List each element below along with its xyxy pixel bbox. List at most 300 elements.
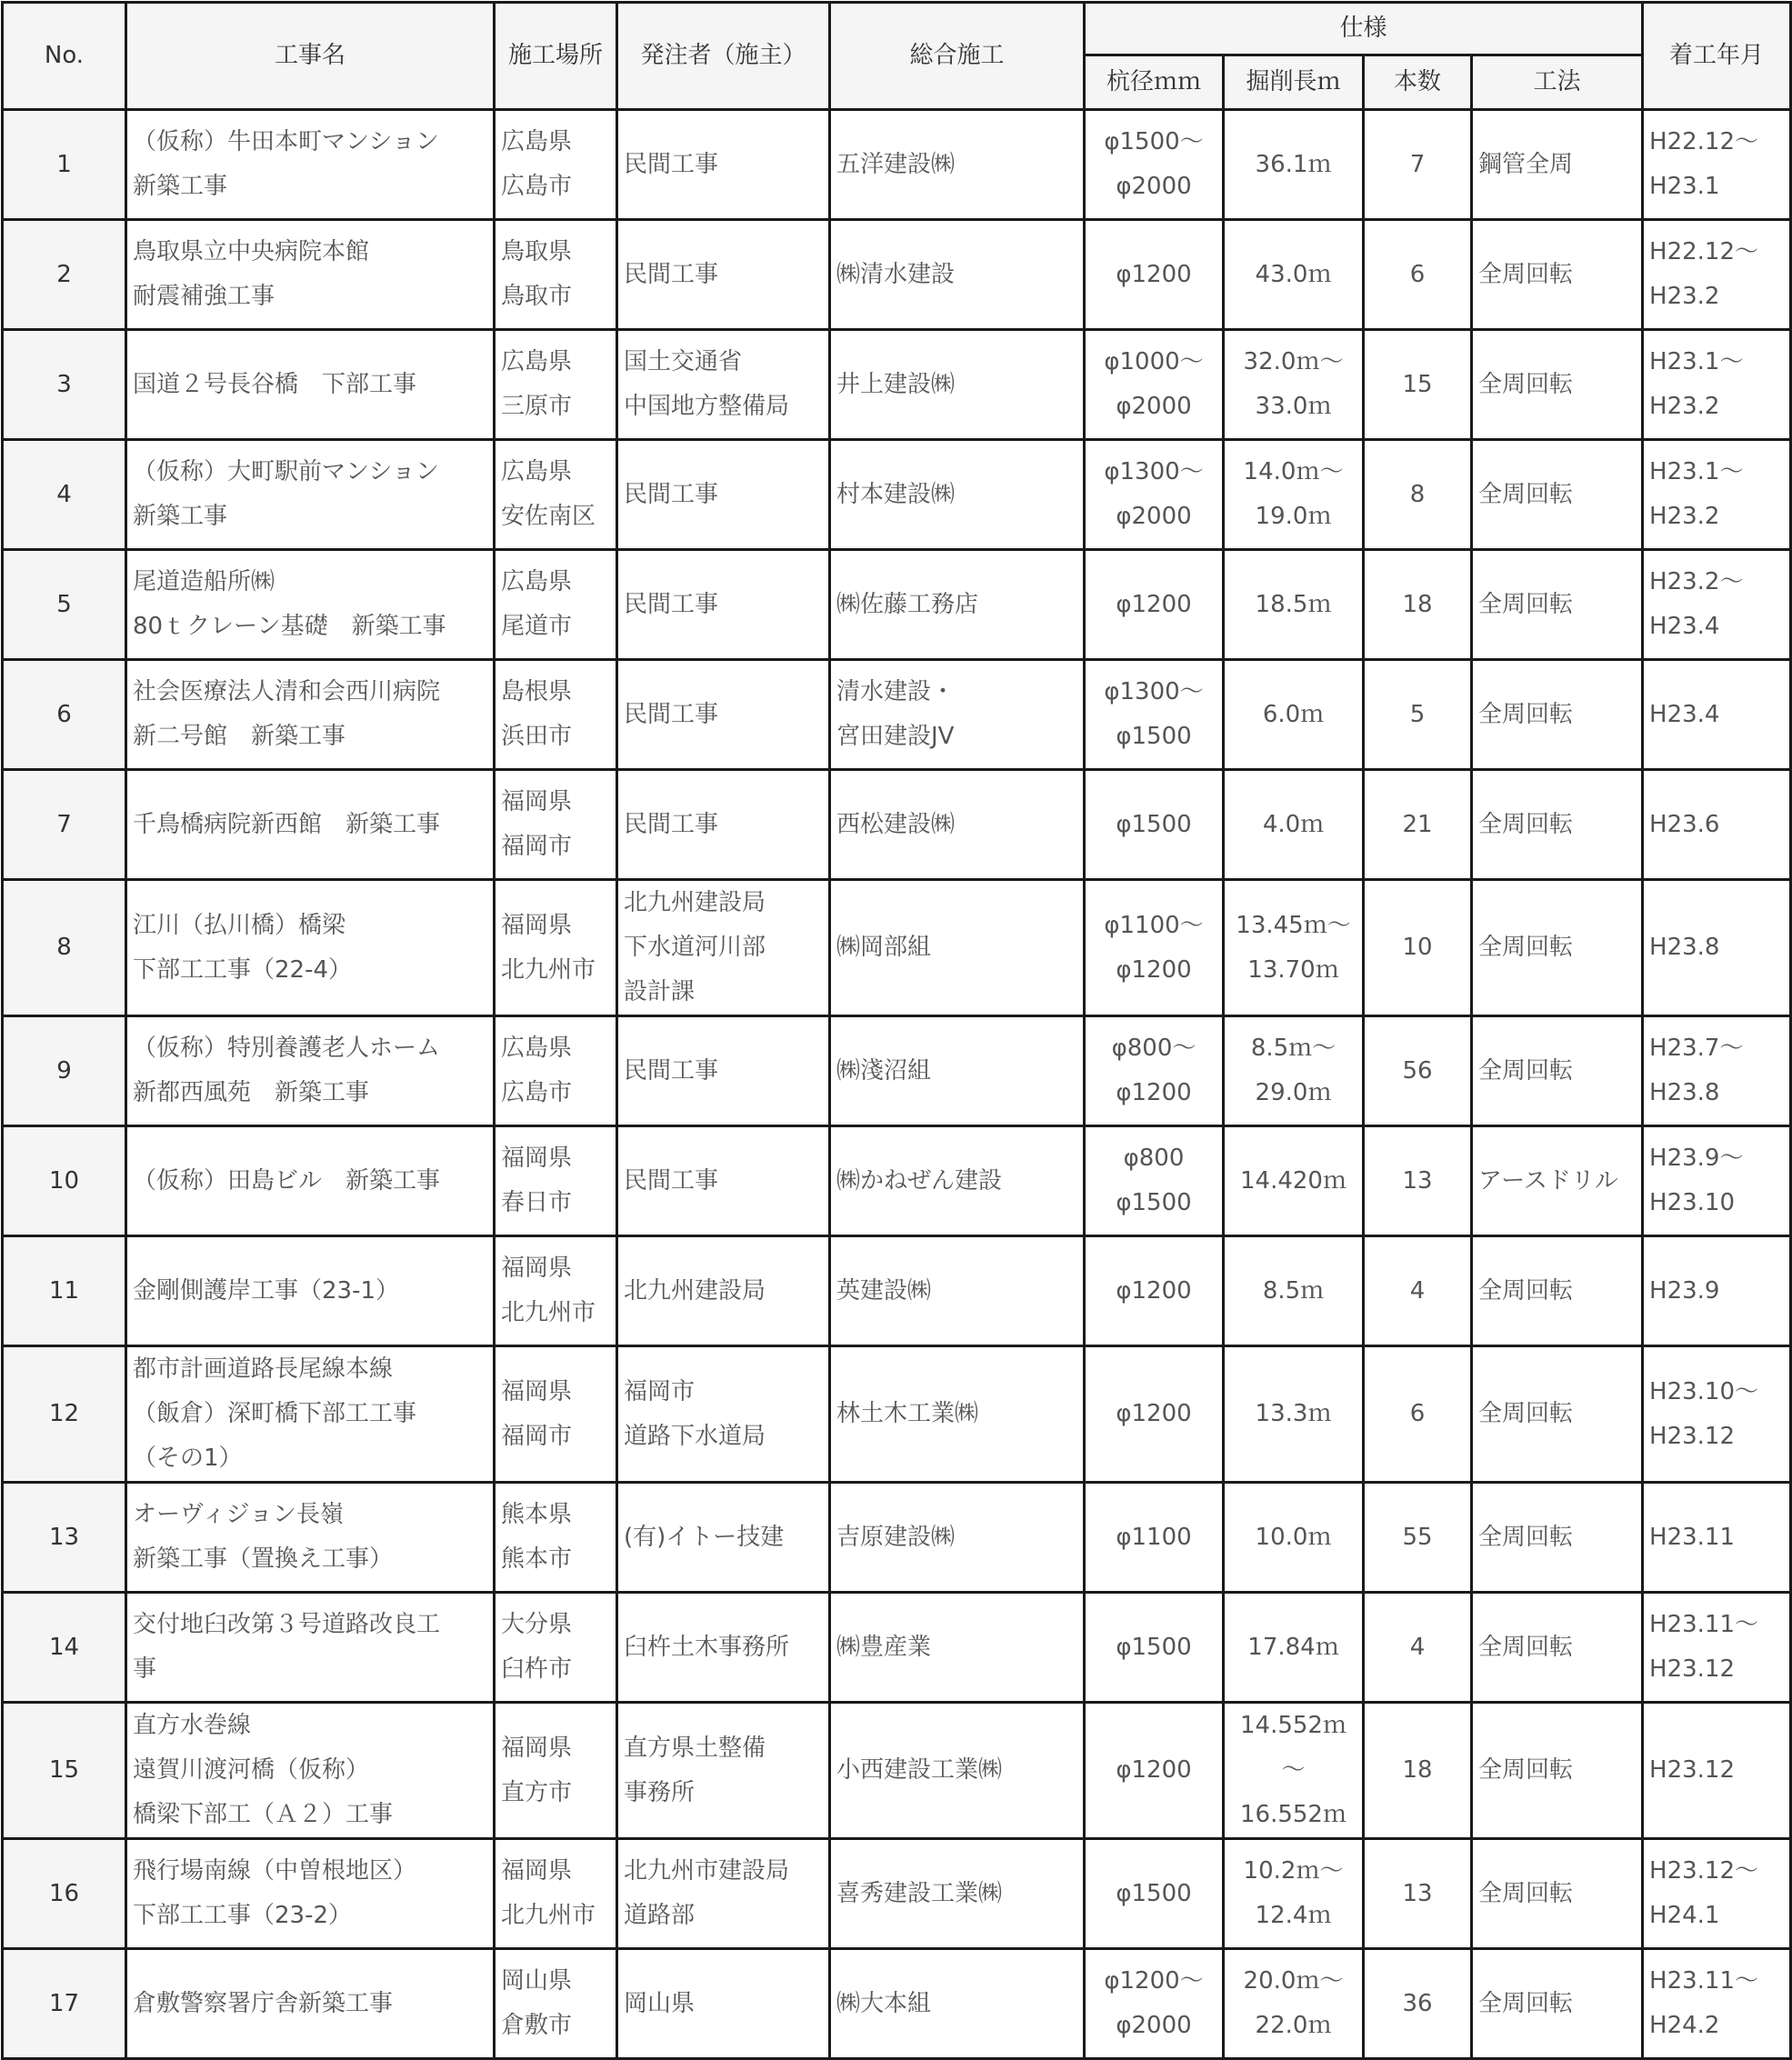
cell-count: 55	[1364, 1483, 1472, 1593]
cell-start-line: H23.11～	[1649, 1611, 1758, 1638]
cell-length-line: 8.5ｍ	[1262, 1276, 1325, 1305]
cell-diameter-line: φ1200	[1116, 955, 1192, 984]
cell-client-line: 北九州建設局	[624, 889, 766, 916]
cell-diameter-line: φ1200	[1116, 1400, 1192, 1427]
cell-start-line: H23.4	[1649, 613, 1720, 640]
cell-client-line: 民間工事	[624, 700, 719, 728]
cell-start-line: H23.9	[1649, 1276, 1720, 1305]
cell-start	[1643, 550, 1791, 660]
cell-client-line: 民間工事	[624, 150, 719, 178]
cell-method: アースドリル	[1472, 1126, 1643, 1236]
cell-method: 全周回転	[1472, 1346, 1643, 1483]
table-row	[3, 1593, 1791, 1703]
cell-no: 11	[3, 1236, 126, 1346]
cell-place-line: 福岡市	[501, 1422, 573, 1450]
cell-name-line: 江川（払川橋）橋梁	[133, 911, 346, 939]
cell-client-line: 道路下水道局	[624, 1422, 766, 1450]
cell-start-line: H22.12～	[1649, 238, 1758, 265]
cell-no: 12	[3, 1346, 126, 1483]
cell-place-line: 熊本県	[501, 1501, 573, 1528]
cell-length-line: 22.0ｍ	[1255, 2012, 1332, 2039]
cell-client-line: 臼杵土木事務所	[624, 1633, 790, 1661]
cell-diameter-line: φ1200	[1116, 590, 1192, 618]
cell-method: 全周回転	[1472, 1593, 1643, 1703]
cell-place	[495, 1346, 617, 1483]
cell-start-line: H23.10～	[1649, 1377, 1758, 1405]
cell-name-line: 新二号館 新築工事	[133, 723, 346, 750]
table-header	[3, 3, 1791, 110]
cell-place-line: 北九州市	[501, 1299, 596, 1326]
cell-name-line: （仮称）田島ビル 新築工事	[133, 1166, 441, 1195]
header-length: 掘削長ｍ	[1224, 55, 1364, 110]
cell-client	[617, 660, 830, 770]
cell-client	[617, 110, 830, 220]
cell-place-line: 広島県	[501, 1035, 573, 1062]
cell-client-line: 中国地方整備局	[624, 393, 790, 420]
cell-start-line: H23.12	[1649, 1422, 1735, 1450]
cell-no: 6	[3, 660, 126, 770]
cell-place	[495, 1236, 617, 1346]
cell-length	[1224, 1346, 1364, 1483]
cell-start-line: H23.11～	[1649, 1967, 1758, 1995]
cell-name-line: （仮称）大町駅前マンション	[133, 458, 439, 485]
cell-length-line: 10.2ｍ～	[1243, 1857, 1344, 1885]
cell-place-line: 鳥取市	[501, 283, 573, 310]
cell-count: 13	[1364, 1839, 1472, 1949]
construction-records-table	[1, 1, 1792, 2060]
cell-diameter-line: φ2000	[1116, 393, 1192, 420]
header-spec: 仕様	[1085, 3, 1643, 55]
cell-client-line: 国土交通省	[624, 348, 743, 375]
cell-count: 8	[1364, 440, 1472, 550]
cell-place	[495, 1839, 617, 1949]
cell-client-line: 民間工事	[624, 1166, 719, 1195]
cell-length-line: 43.0ｍ	[1255, 260, 1332, 288]
cell-place-line: 三原市	[501, 393, 573, 420]
cell-start	[1643, 1483, 1791, 1593]
cell-start	[1643, 880, 1791, 1016]
cell-diameter-line: φ1500	[1116, 723, 1192, 750]
cell-start	[1643, 1126, 1791, 1236]
cell-length-line: 20.0ｍ～	[1243, 1967, 1344, 1995]
cell-length	[1224, 110, 1364, 220]
cell-name	[126, 1703, 495, 1839]
cell-name-line: （飯倉）深町橋下部工工事	[133, 1400, 417, 1427]
cell-no: 7	[3, 770, 126, 880]
cell-name	[126, 770, 495, 880]
cell-start-line: H23.2	[1649, 283, 1720, 310]
table-row	[3, 880, 1791, 1016]
cell-no: 2	[3, 220, 126, 330]
cell-count: 7	[1364, 110, 1472, 220]
cell-contractor	[830, 1483, 1085, 1593]
cell-client	[617, 550, 830, 660]
cell-name-line: 千鳥橋病院新西館 新築工事	[133, 810, 441, 838]
cell-client-line: 下水道河川部	[624, 934, 766, 961]
cell-client	[617, 1236, 830, 1346]
cell-count: 15	[1364, 330, 1472, 440]
cell-place-line: 福岡県	[501, 1377, 573, 1405]
table-row	[3, 440, 1791, 550]
cell-count: 56	[1364, 1016, 1472, 1126]
cell-diameter-line: φ1200～	[1104, 1967, 1204, 1995]
cell-length-line: 29.0ｍ	[1255, 1079, 1332, 1106]
cell-place	[495, 110, 617, 220]
cell-client-line: 民間工事	[624, 1056, 719, 1085]
cell-client	[617, 1703, 830, 1839]
cell-name	[126, 550, 495, 660]
table-row	[3, 1703, 1791, 1839]
cell-method: 全周回転	[1472, 440, 1643, 550]
cell-length	[1224, 1016, 1364, 1126]
cell-name-line: 遠賀川渡河橋（仮称）	[133, 1756, 370, 1784]
cell-contractor	[830, 1703, 1085, 1839]
cell-contractor-line: 英建設㈱	[836, 1276, 932, 1305]
table-row	[3, 220, 1791, 330]
cell-length-line: 17.84ｍ	[1247, 1633, 1339, 1661]
cell-method: 全周回転	[1472, 660, 1643, 770]
cell-name-line: 金剛側護岸工事（23-1）	[133, 1276, 400, 1305]
cell-method: 全周回転	[1472, 1703, 1643, 1839]
cell-contractor-line: 小西建設工業㈱	[836, 1756, 1003, 1784]
cell-place-line: 広島県	[501, 568, 573, 595]
table-row	[3, 550, 1791, 660]
cell-count: 4	[1364, 1593, 1472, 1703]
cell-count: 6	[1364, 220, 1472, 330]
cell-diameter	[1085, 1949, 1224, 2059]
cell-method: 全周回転	[1472, 550, 1643, 660]
cell-place	[495, 1483, 617, 1593]
header-count: 本数	[1364, 55, 1472, 110]
cell-client	[617, 220, 830, 330]
cell-place	[495, 770, 617, 880]
cell-start-line: H23.8	[1649, 934, 1720, 961]
cell-method: 全周回転	[1472, 1949, 1643, 2059]
cell-method: 全周回転	[1472, 1236, 1643, 1346]
cell-name-line: 交付地臼改第３号道路改良工	[133, 1611, 441, 1638]
cell-method: 全周回転	[1472, 330, 1643, 440]
cell-contractor-line: 西松建設㈱	[836, 810, 956, 838]
cell-diameter-line: φ1500	[1116, 1633, 1192, 1661]
cell-contractor-line: ㈱豊産業	[836, 1633, 932, 1661]
cell-no: 15	[3, 1703, 126, 1839]
cell-place-line: 北九州市	[501, 955, 596, 984]
cell-no: 13	[3, 1483, 126, 1593]
cell-length-line: 33.0ｍ	[1255, 393, 1332, 420]
cell-start-line: H23.12～	[1649, 1857, 1758, 1885]
cell-name-line: オーヴィジョン長嶺	[133, 1501, 344, 1528]
cell-name-line: （その1）	[133, 1445, 243, 1472]
cell-diameter	[1085, 440, 1224, 550]
cell-diameter-line: φ1300～	[1104, 678, 1204, 705]
cell-contractor-line: 宮田建設JV	[836, 723, 955, 750]
cell-diameter-line: φ1500～	[1104, 128, 1204, 155]
cell-diameter	[1085, 1126, 1224, 1236]
header-name: 工事名	[126, 3, 495, 110]
cell-client-line: 事務所	[624, 1778, 696, 1806]
cell-length	[1224, 880, 1364, 1016]
cell-count: 18	[1364, 1703, 1472, 1839]
cell-name	[126, 110, 495, 220]
cell-length-line: 16.552ｍ	[1240, 1801, 1347, 1828]
cell-client-line: 民間工事	[624, 590, 719, 618]
cell-place-line: 島根県	[501, 678, 573, 705]
cell-place-line: 広島県	[501, 348, 573, 375]
cell-diameter	[1085, 220, 1224, 330]
cell-start	[1643, 1703, 1791, 1839]
cell-contractor	[830, 1949, 1085, 2059]
cell-start-line: H23.2	[1649, 393, 1720, 420]
cell-start-line: H23.2	[1649, 503, 1720, 530]
cell-contractor	[830, 1593, 1085, 1703]
cell-place	[495, 220, 617, 330]
cell-place	[495, 1593, 617, 1703]
cell-length	[1224, 440, 1364, 550]
cell-place	[495, 660, 617, 770]
cell-place-line: 鳥取県	[501, 238, 573, 265]
cell-diameter-line: φ1200	[1116, 1276, 1192, 1305]
cell-name-line: 新築工事	[133, 503, 228, 530]
cell-place-line: 直方市	[501, 1778, 573, 1806]
cell-diameter-line: φ800～	[1111, 1035, 1196, 1062]
cell-contractor-line: ㈱岡部組	[836, 934, 932, 961]
cell-diameter	[1085, 660, 1224, 770]
cell-start	[1643, 770, 1791, 880]
cell-length	[1224, 1703, 1364, 1839]
cell-diameter-line: φ1500	[1116, 810, 1192, 838]
cell-length-line: 13.45ｍ～	[1236, 911, 1351, 939]
cell-method: 全周回転	[1472, 880, 1643, 1016]
cell-start-line: H23.1～	[1649, 458, 1744, 485]
cell-start-line: H23.10	[1649, 1189, 1735, 1216]
cell-client-line: (有)イトー技建	[624, 1523, 785, 1551]
cell-start-line: H23.4	[1649, 700, 1720, 728]
cell-start	[1643, 1839, 1791, 1949]
cell-no: 17	[3, 1949, 126, 2059]
cell-name	[126, 1016, 495, 1126]
cell-length	[1224, 1483, 1364, 1593]
cell-place	[495, 550, 617, 660]
cell-length-line: 36.1ｍ	[1255, 150, 1332, 178]
cell-start-line: H23.7～	[1649, 1035, 1744, 1062]
cell-start	[1643, 330, 1791, 440]
cell-name	[126, 1126, 495, 1236]
cell-diameter	[1085, 770, 1224, 880]
header-start: 着工年月	[1643, 3, 1791, 110]
cell-length	[1224, 1949, 1364, 2059]
header-contractor: 総合施工	[830, 3, 1085, 110]
cell-name-line: 尾道造船所㈱	[133, 568, 275, 595]
cell-client-line: 民間工事	[624, 260, 719, 288]
cell-method: 鋼管全周	[1472, 110, 1643, 220]
header-place: 施工場所	[495, 3, 617, 110]
cell-client-line: 岡山県	[624, 1989, 696, 2017]
cell-length-line: ～	[1281, 1756, 1306, 1784]
cell-count: 4	[1364, 1236, 1472, 1346]
table-row	[3, 1126, 1791, 1236]
cell-start	[1643, 660, 1791, 770]
cell-name-line: 下部工工事（22-4）	[133, 955, 353, 984]
cell-place-line: 北九州市	[501, 1902, 596, 1929]
cell-diameter-line: φ1500	[1116, 1189, 1192, 1216]
cell-start-line: H23.8	[1649, 1079, 1720, 1106]
header-diameter: 杭径ｍｍ	[1085, 55, 1224, 110]
cell-place	[495, 880, 617, 1016]
cell-no: 9	[3, 1016, 126, 1126]
cell-place	[495, 1126, 617, 1236]
cell-count: 36	[1364, 1949, 1472, 2059]
cell-start-line: H24.1	[1649, 1902, 1720, 1929]
table-row	[3, 1949, 1791, 2059]
cell-client	[617, 880, 830, 1016]
cell-client-line: 民間工事	[624, 480, 719, 508]
cell-count: 21	[1364, 770, 1472, 880]
cell-name-line: 橋梁下部工（Ａ２）工事	[133, 1801, 394, 1828]
cell-contractor	[830, 220, 1085, 330]
cell-length-line: 14.552ｍ	[1240, 1712, 1347, 1739]
cell-no: 10	[3, 1126, 126, 1236]
cell-client	[617, 1949, 830, 2059]
cell-method: 全周回転	[1472, 1483, 1643, 1593]
cell-diameter-line: φ1000～	[1104, 348, 1204, 375]
cell-diameter	[1085, 1346, 1224, 1483]
cell-client-line: 北九州建設局	[624, 1276, 766, 1305]
cell-diameter-line: φ1500	[1116, 1879, 1192, 1907]
cell-place-line: 福岡県	[501, 1857, 573, 1885]
cell-diameter-line: φ2000	[1116, 503, 1192, 530]
cell-no: 3	[3, 330, 126, 440]
cell-start	[1643, 1949, 1791, 2059]
cell-contractor-line: 井上建設㈱	[836, 370, 956, 398]
cell-name-line: 直方水巻線	[133, 1712, 252, 1739]
cell-contractor-line: 清水建設・	[836, 678, 956, 705]
cell-name	[126, 1346, 495, 1483]
cell-name-line: 社会医療法人清和会西川病院	[133, 678, 441, 705]
cell-name	[126, 330, 495, 440]
cell-start	[1643, 1593, 1791, 1703]
cell-count: 6	[1364, 1346, 1472, 1483]
cell-place	[495, 1949, 617, 2059]
cell-place-line: 浜田市	[501, 723, 573, 750]
cell-contractor	[830, 1126, 1085, 1236]
cell-contractor	[830, 1839, 1085, 1949]
cell-name-line: 飛行場南線（中曽根地区）	[133, 1857, 417, 1885]
cell-start-line: H23.1～	[1649, 348, 1744, 375]
cell-no: 5	[3, 550, 126, 660]
cell-contractor	[830, 880, 1085, 1016]
cell-client-line: 北九州市建設局	[624, 1857, 790, 1885]
cell-length-line: 14.420ｍ	[1240, 1166, 1347, 1195]
cell-place	[495, 330, 617, 440]
cell-place-line: 岡山県	[501, 1967, 573, 1995]
header-client: 発注者（施主）	[617, 3, 830, 110]
cell-length-line: 12.4ｍ	[1255, 1902, 1332, 1929]
cell-name-line: （仮称）特別養護老人ホーム	[133, 1035, 441, 1062]
cell-client-line: 設計課	[624, 978, 696, 1005]
cell-client-line: 民間工事	[624, 810, 719, 838]
cell-contractor-line: ㈱淺沼組	[836, 1056, 932, 1085]
cell-place-line: 尾道市	[501, 613, 573, 640]
cell-client	[617, 1839, 830, 1949]
cell-start-line: H23.12	[1649, 1756, 1735, 1784]
cell-place	[495, 1016, 617, 1126]
cell-name-line: 倉敷警察署庁舎新築工事	[133, 1989, 394, 2017]
cell-name-line: 事	[133, 1655, 157, 1683]
cell-name	[126, 440, 495, 550]
cell-length-line: 6.0ｍ	[1262, 700, 1325, 728]
cell-contractor	[830, 110, 1085, 220]
cell-name	[126, 1949, 495, 2059]
cell-contractor-line: 五洋建設㈱	[836, 150, 956, 178]
cell-place-line: 臼杵市	[501, 1655, 573, 1683]
cell-start-line: H22.12～	[1649, 128, 1758, 155]
cell-name-line: 新築工事	[133, 173, 228, 200]
cell-no: 4	[3, 440, 126, 550]
cell-contractor	[830, 660, 1085, 770]
cell-contractor-line: ㈱清水建設	[836, 260, 956, 288]
cell-start	[1643, 110, 1791, 220]
cell-place-line: 福岡県	[501, 788, 573, 815]
cell-client	[617, 1593, 830, 1703]
cell-diameter	[1085, 1839, 1224, 1949]
cell-length	[1224, 1126, 1364, 1236]
cell-length	[1224, 1839, 1364, 1949]
cell-length	[1224, 770, 1364, 880]
table-row	[3, 1016, 1791, 1126]
cell-place-line: 広島県	[501, 128, 573, 155]
cell-name	[126, 880, 495, 1016]
cell-place-line: 春日市	[501, 1189, 573, 1216]
table-row	[3, 770, 1791, 880]
cell-length	[1224, 1236, 1364, 1346]
cell-name-line: 新築工事（置換え工事）	[133, 1545, 394, 1573]
table-row	[3, 1839, 1791, 1949]
cell-count: 13	[1364, 1126, 1472, 1236]
cell-diameter	[1085, 110, 1224, 220]
cell-length-line: 13.3ｍ	[1255, 1400, 1332, 1427]
header-method: 工法	[1472, 55, 1643, 110]
cell-diameter-line: φ2000	[1116, 2012, 1192, 2039]
cell-name	[126, 1839, 495, 1949]
cell-contractor-line: 林土木工業㈱	[836, 1400, 979, 1427]
cell-diameter-line: φ1200	[1116, 1756, 1192, 1784]
cell-diameter-line: φ1100～	[1104, 911, 1204, 939]
cell-start	[1643, 1346, 1791, 1483]
cell-start	[1643, 440, 1791, 550]
cell-count: 10	[1364, 880, 1472, 1016]
table-row	[3, 660, 1791, 770]
cell-contractor-line: ㈱大本組	[836, 1989, 932, 2017]
cell-count: 18	[1364, 550, 1472, 660]
cell-length	[1224, 1593, 1364, 1703]
cell-name	[126, 1483, 495, 1593]
cell-length-line: 18.5ｍ	[1255, 590, 1332, 618]
cell-client-line: 道路部	[624, 1902, 696, 1929]
cell-diameter-line: φ2000	[1116, 173, 1192, 200]
cell-place-line: 福岡県	[501, 911, 573, 939]
cell-diameter	[1085, 1236, 1224, 1346]
cell-diameter-line: φ1300～	[1104, 458, 1204, 485]
cell-start	[1643, 220, 1791, 330]
cell-name-line: 下部工工事（23-2）	[133, 1902, 353, 1929]
cell-name-line: 都市計画道路長尾線本線	[133, 1355, 394, 1383]
cell-client	[617, 1016, 830, 1126]
cell-place	[495, 1703, 617, 1839]
cell-count: 5	[1364, 660, 1472, 770]
cell-length-line: 4.0ｍ	[1262, 810, 1325, 838]
cell-contractor	[830, 440, 1085, 550]
header-no: No.	[3, 3, 126, 110]
